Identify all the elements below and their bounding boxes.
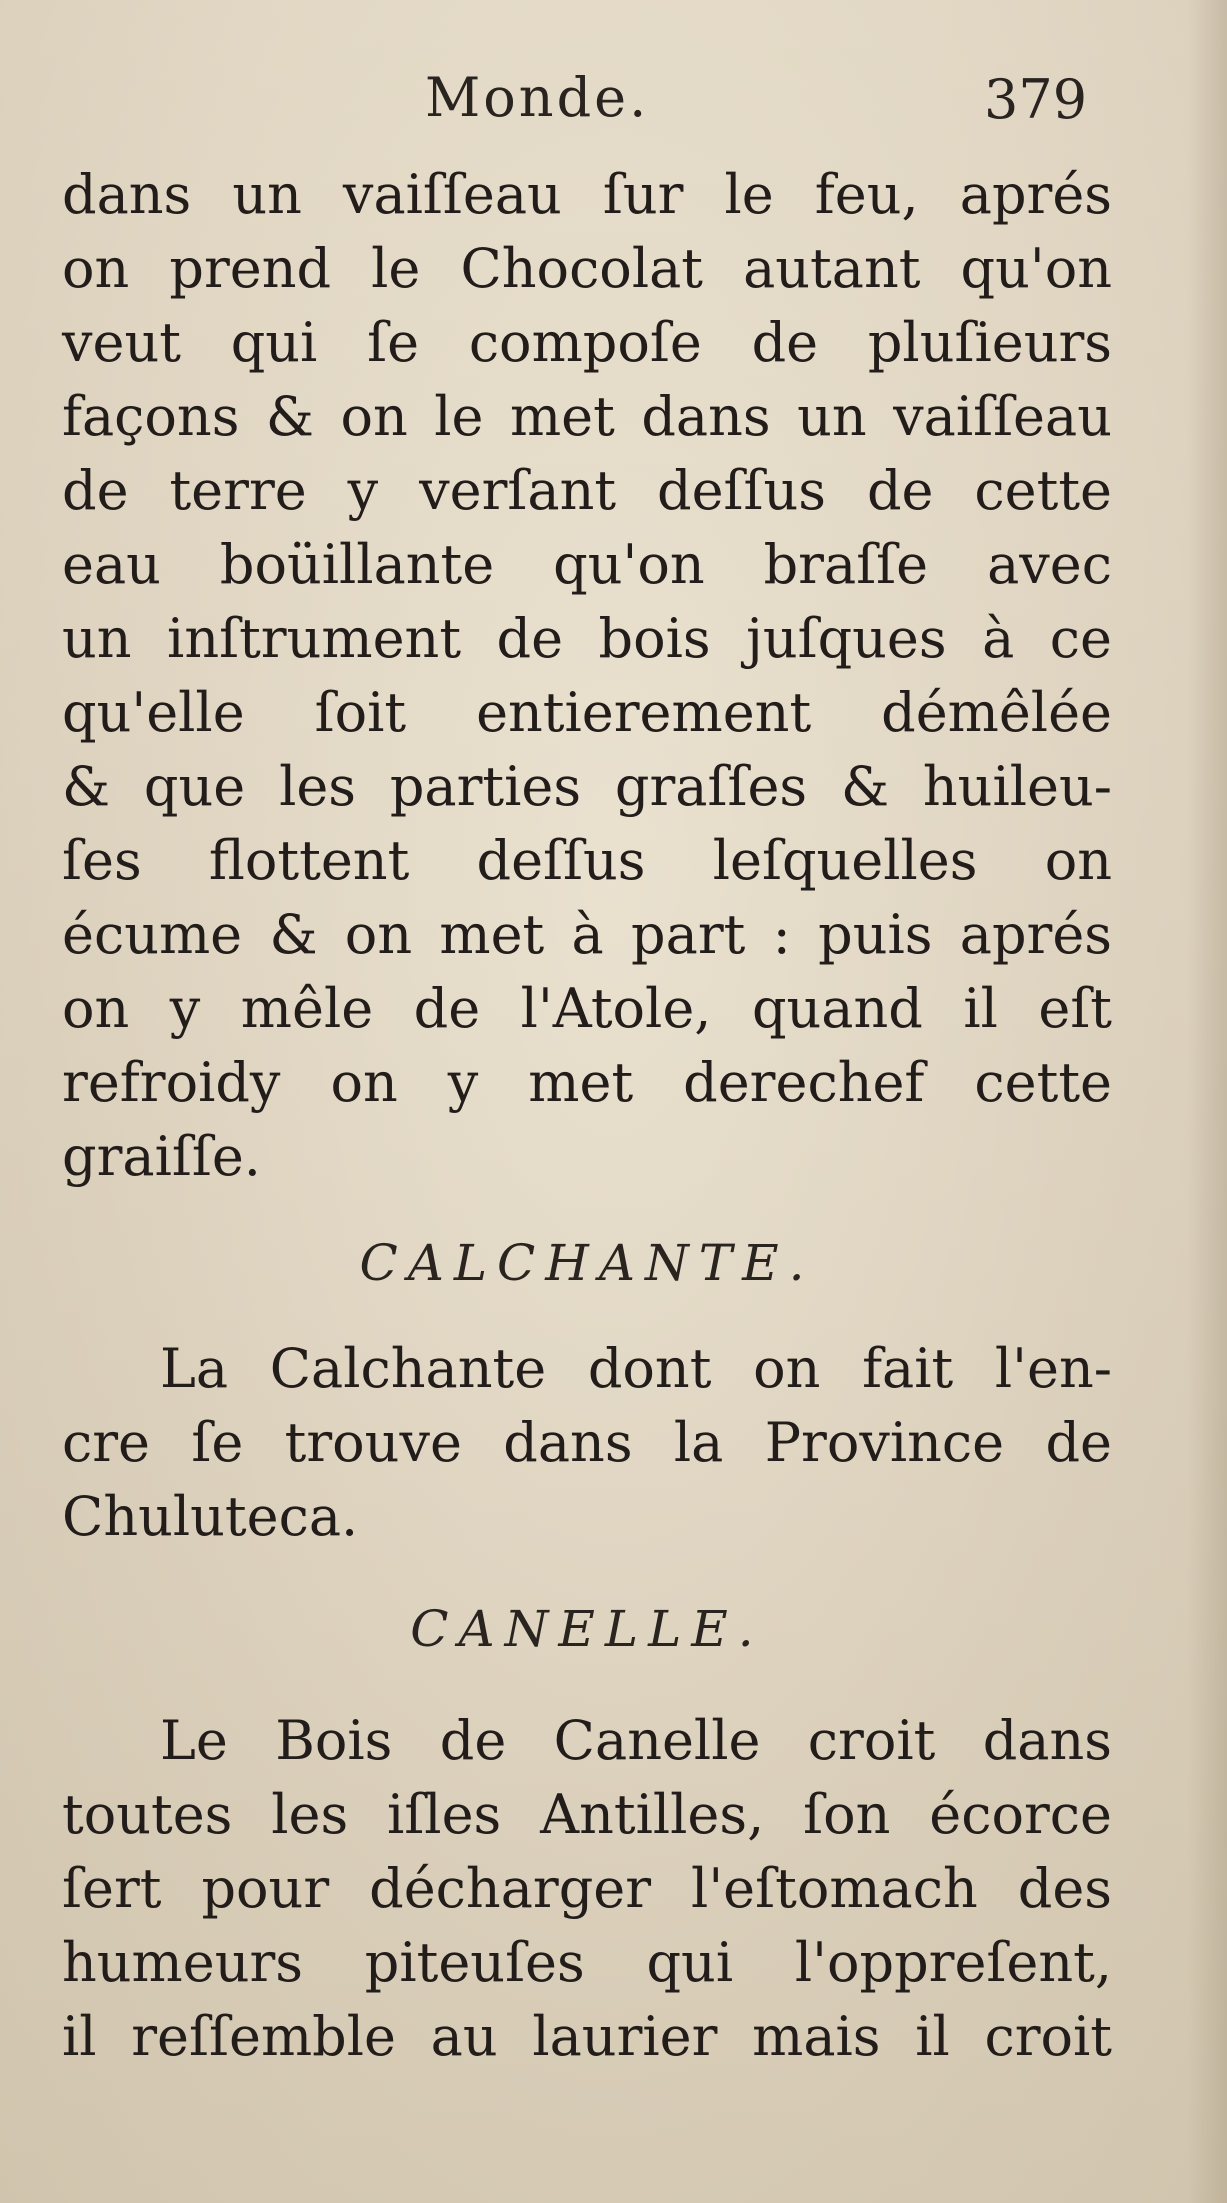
running-title: Monde. — [425, 66, 650, 129]
text-line: Chuluteca. — [62, 1485, 359, 1548]
text-line: façons & on le met dans un vaiſſeau — [62, 385, 1112, 448]
text-line: écume & on met à part : puis aprés — [62, 903, 1112, 966]
text-line: graiſſe. — [62, 1125, 261, 1188]
text-line: & que les parties graſſes & huileu- — [62, 755, 1112, 818]
text-line: veut qui ſe compoſe de pluſieurs — [62, 311, 1112, 374]
spacer — [62, 1194, 1112, 1228]
text-line: humeurs piteuſes qui l'oppreſent, — [62, 1931, 1112, 1994]
text-line: un inſtrument de bois juſques à ce — [62, 607, 1112, 670]
text-line: eau boüillante qu'on braſſe avec — [62, 533, 1112, 596]
spacer — [62, 1298, 1112, 1332]
text-line: on y mêle de l'Atole, quand il eſt — [62, 977, 1112, 1040]
text-line: de terre y verſant deſſus de cette — [62, 459, 1112, 522]
text-line-content: Le Bois de Canelle croit dans — [160, 1709, 1112, 1772]
spacer — [62, 1664, 1112, 1704]
text-line — [62, 1704, 1112, 1778]
text-line: ſes flottent deſſus leſquelles on — [62, 829, 1112, 892]
text-line: il reſſemble au laurier mais il croit — [62, 2005, 1112, 2068]
page-text — [62, 158, 1112, 2074]
text-line: refroidy on y met derechef cette — [62, 1051, 1112, 1114]
text-line: dans un vaiſſeau ſur le feu, aprés — [62, 163, 1112, 226]
text-line: toutes les iſles Antilles, ſon écorce — [62, 1783, 1112, 1846]
text-line: on prend le Chocolat autant qu'on — [62, 237, 1112, 300]
text-line-content: La Calchante dont on fait l'en- — [160, 1337, 1112, 1400]
section-heading-calchante: CALCHANTE. — [359, 1234, 815, 1292]
section-heading-canelle: CANELLE. — [410, 1600, 764, 1658]
text-line: ſert pour décharger l'eſtomach des — [62, 1857, 1112, 1920]
page-header — [0, 62, 1227, 142]
text-line: qu'elle ſoit entierement démêlée — [62, 681, 1112, 744]
spacer — [62, 1554, 1112, 1594]
text-line — [62, 1332, 1112, 1406]
page-number: 379 — [984, 68, 1088, 131]
text-line: cre ſe trouve dans la Province de — [62, 1411, 1112, 1474]
